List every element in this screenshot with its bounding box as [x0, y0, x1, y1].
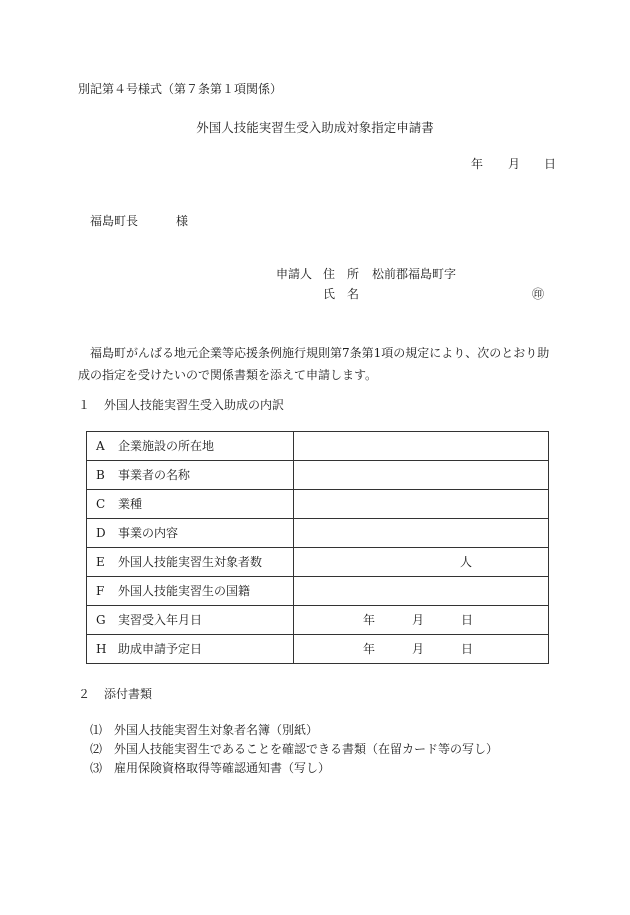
form-reference: 別記第４号様式（第７条第１項関係）: [78, 82, 283, 96]
day-label: 日: [461, 642, 474, 656]
row-letter: E: [96, 555, 105, 569]
table-row: [87, 432, 549, 461]
row-letter: G: [96, 613, 106, 627]
row-label: 事業の内容: [118, 526, 179, 540]
row-label: 業種: [118, 497, 143, 511]
facility-location-field[interactable]: [294, 432, 549, 461]
application-date-field[interactable]: [294, 635, 549, 664]
breakdown-table: [86, 431, 549, 664]
section2-heading: [78, 688, 152, 700]
table-row: [87, 606, 549, 635]
address-value: 松前郡福島町字: [372, 267, 457, 281]
address-label: 住 所: [323, 267, 360, 281]
table-row: [87, 577, 549, 606]
year-label: 年: [363, 642, 376, 656]
date-day-label: 日: [544, 157, 557, 171]
name-label: 氏 名: [323, 287, 360, 301]
application-paragraph: 福島町がんばる地元企業等応援条例施行規則第7条第1項の規定により、次のとおり助成の指定を受けたいので関係書類を添えて申請します。: [78, 346, 550, 382]
attachment-item: ⑵ 外国人技能実習生であることを確認できる書類（在留カード等の写し）: [90, 742, 499, 756]
section1-title: 外国人技能実習生受入助成の内訳: [104, 398, 285, 412]
table-row: [87, 548, 549, 577]
attachment-item: ⑴ 外国人技能実習生対象者名簿（別紙）: [90, 723, 319, 737]
business-name-field[interactable]: [294, 461, 549, 490]
section1-heading: [78, 399, 284, 411]
row-letter: B: [96, 468, 105, 482]
attachment-item: ⑶ 雇用保険資格取得等確認通知書（写し）: [90, 761, 331, 775]
date-month-label: 月: [508, 157, 521, 171]
row-letter: C: [96, 497, 106, 511]
row-letter: F: [96, 584, 105, 598]
business-content-field[interactable]: [294, 519, 549, 548]
table-row: [87, 519, 549, 548]
section2-title: 添付書類: [104, 687, 153, 701]
month-label: 月: [412, 642, 425, 656]
year-label: 年: [363, 613, 376, 627]
row-letter: D: [96, 526, 106, 540]
row-letter: A: [96, 439, 105, 453]
row-label: 実習受入年月日: [118, 613, 203, 627]
nationality-field[interactable]: [294, 577, 549, 606]
seal-mark: ㊞: [532, 287, 545, 301]
industry-field[interactable]: [294, 490, 549, 519]
section2-number: ２: [78, 687, 91, 701]
section1-number: １: [78, 398, 91, 412]
month-label: 月: [412, 613, 425, 627]
table-row: [87, 635, 549, 664]
table-row: [87, 461, 549, 490]
day-label: 日: [461, 613, 474, 627]
unit-person-label: 人: [460, 555, 473, 569]
row-label: 事業者の名称: [118, 468, 191, 482]
date-year-label: 年: [471, 157, 484, 171]
applicant-label: 申請人: [276, 267, 313, 281]
acceptance-date-field[interactable]: [294, 606, 549, 635]
row-label: 外国人技能実習生の国籍: [118, 584, 251, 598]
row-label: 助成申請予定日: [118, 642, 203, 656]
trainee-count-field[interactable]: [294, 548, 549, 577]
addressee-honorific: 様: [176, 214, 189, 228]
table-row: [87, 490, 549, 519]
row-label: 企業施設の所在地: [118, 439, 215, 453]
row-letter: H: [96, 642, 107, 656]
document-title: 外国人技能実習生受入助成対象指定申請書: [196, 120, 434, 135]
row-label: 外国人技能実習生対象者数: [118, 555, 263, 569]
addressee-name: 福島町長: [90, 214, 139, 228]
